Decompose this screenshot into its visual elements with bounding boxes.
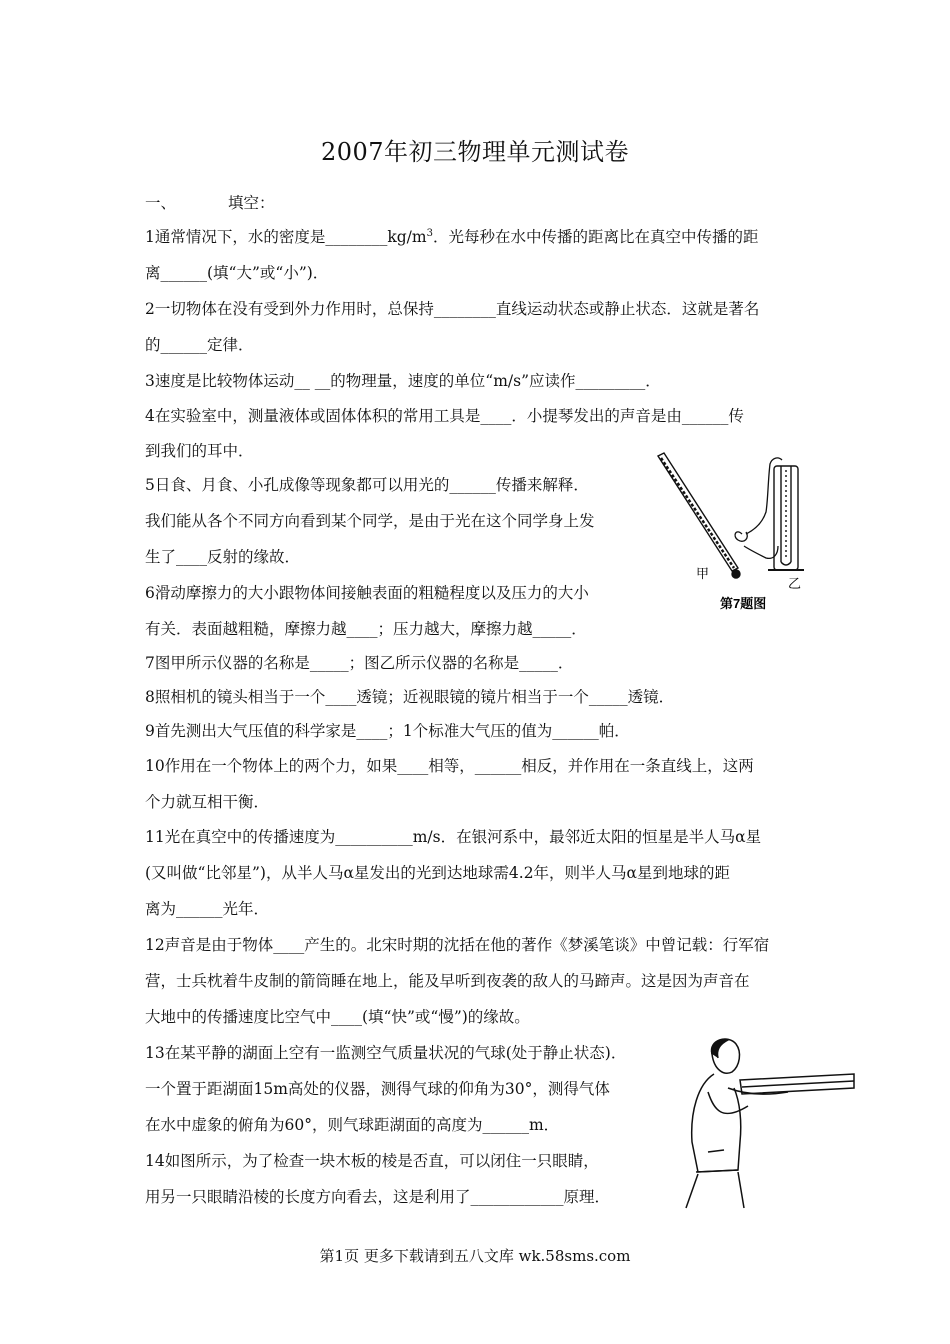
question-line: 10作用在一个物体上的两个力，如果____相等，______相反，并作用在一条直线上，这两 [145,757,754,775]
question-line: 生了____反射的缘故． [145,548,301,566]
question-line: 7图甲所示仪器的名称是_____；图乙所示仪器的名称是_____． [145,654,574,672]
person-with-board-drawing [668,1032,858,1210]
figure-7-drawing [650,450,820,615]
question-line: 营，士兵枕着牛皮制的箭筒睡在地上，能及早听到夜袭的敌人的马蹄声。这是因为声音在 [145,972,750,990]
u-tube-drawing [768,466,804,570]
question-line: 2一切物体在没有受到外力作用时，总保持________直线运动状态或静止状态．这就是著名 [145,300,760,318]
figure-label-right: 乙 [788,576,802,591]
question-line: 在水中虚象的俯角为60°，则气球距湖面的高度为______m． [145,1116,560,1134]
section-label: 填空： [228,194,275,212]
question-line: 大地中的传播速度比空气中____(填“快”或“慢”)的缘故。 [145,1008,530,1026]
question-line: 1通常情况下，水的密度是$\_\_\_\_\_\_\_\_kg/m^3$．光每秒在水中传播的距离比在真空中传播的距 [145,228,759,246]
figure-label-left: 甲 [696,566,710,581]
question-line: 到我们的耳中． [145,442,254,460]
page-title: 2007年初三物理单元测试卷 [320,138,630,166]
question-line: 6滑动摩擦力的大小跟物体间接触表面的粗糙程度以及压力的大小 [145,584,589,602]
question-line: 离______(填“大”或“小”)． [145,264,329,282]
probe-drawing [735,458,782,558]
question-line: 我们能从各个不同方向看到某个同学，是由于光在这个同学身上发 [145,512,595,530]
question-line: 14如图所示，为了检查一块木板的棱是否直，可以闭住一只眼睛， [145,1152,599,1170]
page-footer: 第1页 更多下载请到五八文库 wk.58sms.com [319,1247,631,1265]
figure-14 [668,1032,858,1210]
question-line: 一个置于距湖面15m高处的仪器，测得气球的仰角为30°，测得气体 [145,1080,610,1098]
question-line: 13在某平静的湖面上空有一监测空气质量状况的气球(处于静止状态)． [145,1044,627,1062]
figure-caption: 第7题图 [720,596,767,611]
question-line: 个力就互相干衡． [145,793,270,811]
question-line: 9首先测出大气压值的科学家是____；1个标准大气压的值为______帕． [145,722,630,740]
question-line: 11光在真空中的传播速度为__________m/s．在银河系中，最邻近太阳的恒星是半人马α星 [145,828,762,846]
question-line: 4在实验室中，测量液体或固体体积的常用工具是____．小提琴发出的声音是由______传 [145,407,744,425]
section-heading [145,192,275,214]
section-number: 一、 [145,194,177,212]
question-line: (又叫做“比邻星”)，从半人马α星发出的光到达地球需4.2年，则半人马α星到地球的距 [145,864,731,882]
superscript: 3 [426,228,433,239]
question-line: 3速度是比较物体运动__ __的物理量，速度的单位“m/s”应读作_________． [145,372,661,390]
question-line: 5日食、月食、小孔成像等现象都可以用光的______传播来解释． [145,476,589,494]
figure-7 [650,450,820,615]
question-line: 的______定律． [145,336,254,354]
question-line: 12声音是由于物体____产生的。北宋时期的沈括在他的著作《梦溪笔谈》中曾记载：行军宿 [145,936,770,954]
question-line: 离为______光年． [145,900,270,918]
question-line: 8照相机的镜头相当于一个____透镜；近视眼镜的镜片相当于一个_____透镜． [145,688,675,706]
thermometer-drawing [658,453,740,578]
question-line: 用另一只眼睛沿棱的长度方向看去，这是利用了____________原理． [145,1188,611,1206]
question-line: 有关．表面越粗糙，摩擦力越____；压力越大，摩擦力越_____． [145,620,587,638]
